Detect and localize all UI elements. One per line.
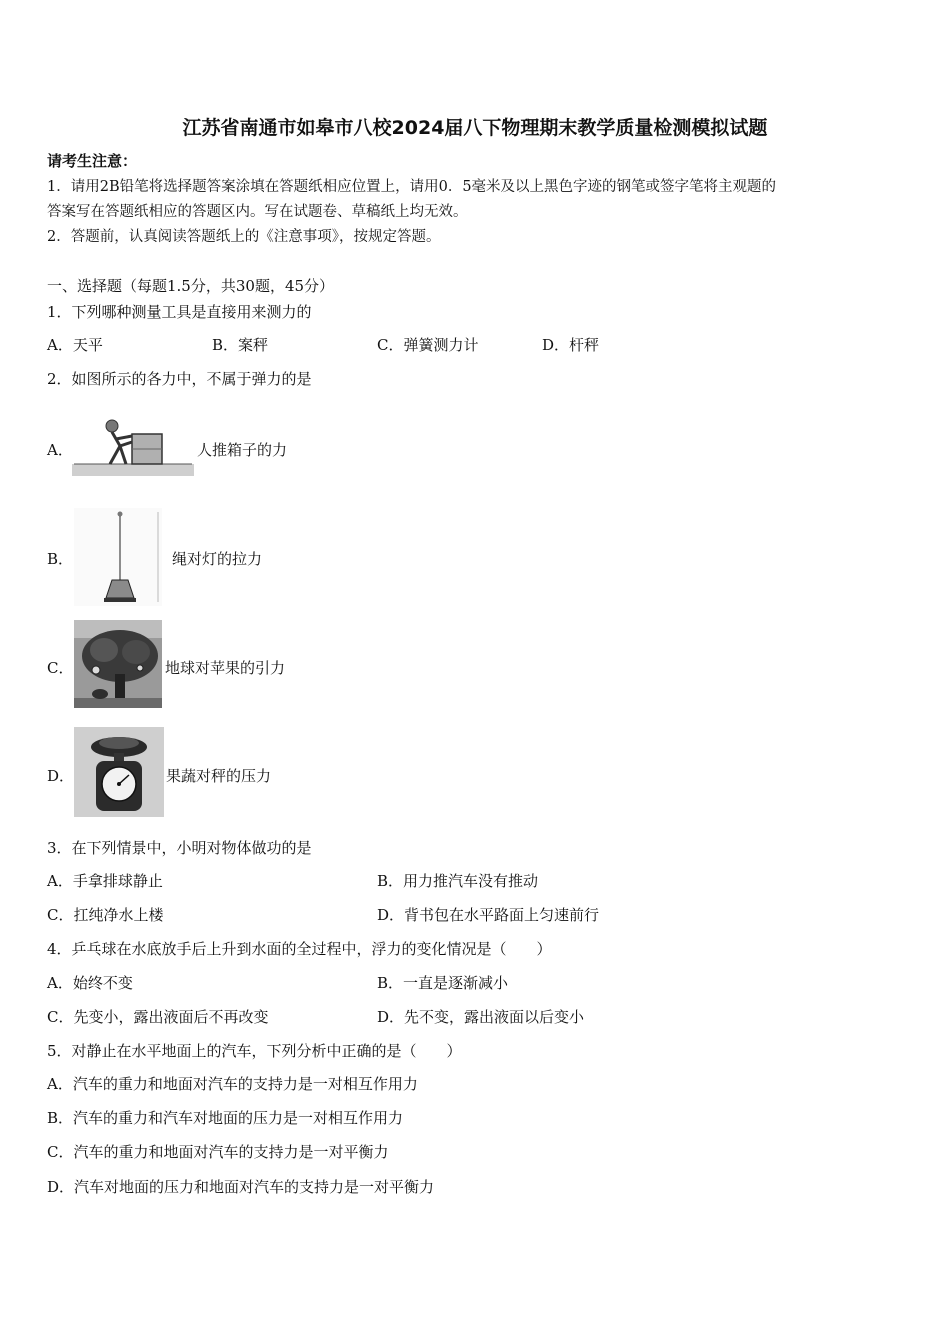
q1-option-b: B．案秤 — [212, 336, 269, 354]
notice-line-1b: 答案写在答题纸相应的答题区内。写在试题卷、草稿纸上均无效。 — [47, 204, 468, 220]
q1-stem: 1．下列哪种测量工具是直接用来测力的 — [47, 303, 312, 321]
q1-option-c: C．弹簧测力计 — [377, 336, 479, 354]
q3-option-c: C．扛纯净水上楼 — [47, 906, 164, 924]
q3-option-a: A．手拿排球静止 — [47, 872, 163, 890]
q2-stem: 2．如图所示的各力中，不属于弹力的是 — [47, 370, 312, 388]
q3-option-b: B．用力推汽车没有推动 — [377, 872, 539, 890]
q4-option-a: A．始终不变 — [47, 974, 133, 992]
q5-option-a: A．汽车的重力和地面对汽车的支持力是一对相互作用力 — [47, 1075, 418, 1093]
person-pushing-box-image — [72, 412, 194, 478]
q2-option-b-letter: B． — [47, 550, 74, 568]
notice-heading: 请考生注意： — [47, 152, 138, 170]
page-title: 江苏省南通市如皋市八校2024届八下物理期末教学质量检测模拟试题 — [182, 117, 768, 139]
q5-option-c: C．汽车的重力和地面对汽车的支持力是一对平衡力 — [47, 1143, 389, 1161]
apple-tree-image — [74, 620, 162, 708]
notice-line-1a: 1．请用2B铅笔将选择题答案涂填在答题纸相应位置上，请用0．5毫米及以上黑色字迹的钢笔或签字笔将主观题的 — [47, 179, 777, 195]
kitchen-scale-image — [74, 727, 164, 817]
hanging-lamp-image — [74, 508, 162, 606]
q4-option-b: B．一直是逐渐减小 — [377, 974, 509, 992]
q2-option-a-text: 人推箱子的力 — [197, 441, 288, 459]
q5-stem: 5．对静止在水平地面上的汽车，下列分析中正确的是（ ） — [47, 1042, 462, 1060]
q5-option-b: B．汽车的重力和汽车对地面的压力是一对相互作用力 — [47, 1109, 404, 1127]
q2-option-b-text: 绳对灯的拉力 — [172, 550, 263, 568]
q2-option-a-letter: A． — [47, 441, 73, 459]
q1-option-d: D．杆秤 — [542, 336, 600, 354]
q2-option-d-letter: D． — [47, 767, 75, 785]
q1-option-a: A．天平 — [47, 336, 103, 354]
q3-stem: 3．在下列情景中，小明对物体做功的是 — [47, 839, 312, 857]
q4-option-c: C．先变小，露出液面后不再改变 — [47, 1008, 269, 1026]
q5-option-d: D．汽车对地面的压力和地面对汽车的支持力是一对平衡力 — [47, 1178, 435, 1196]
section-heading: 一、选择题（每题1.5分，共30题，45分） — [47, 277, 335, 295]
q2-option-d-text: 果蔬对秤的压力 — [166, 767, 272, 785]
q2-option-c-text: 地球对苹果的引力 — [165, 659, 286, 677]
q4-stem: 4．乒乓球在水底放手后上升到水面的全过程中，浮力的变化情况是（ ） — [47, 940, 552, 958]
q2-option-c-letter: C． — [47, 659, 74, 677]
q4-option-d: D．先不变，露出液面以后变小 — [377, 1008, 585, 1026]
notice-line-2: 2．答题前，认真阅读答题纸上的《注意事项》，按规定答题。 — [47, 229, 441, 245]
q3-option-d: D．背书包在水平路面上匀速前行 — [377, 906, 600, 924]
